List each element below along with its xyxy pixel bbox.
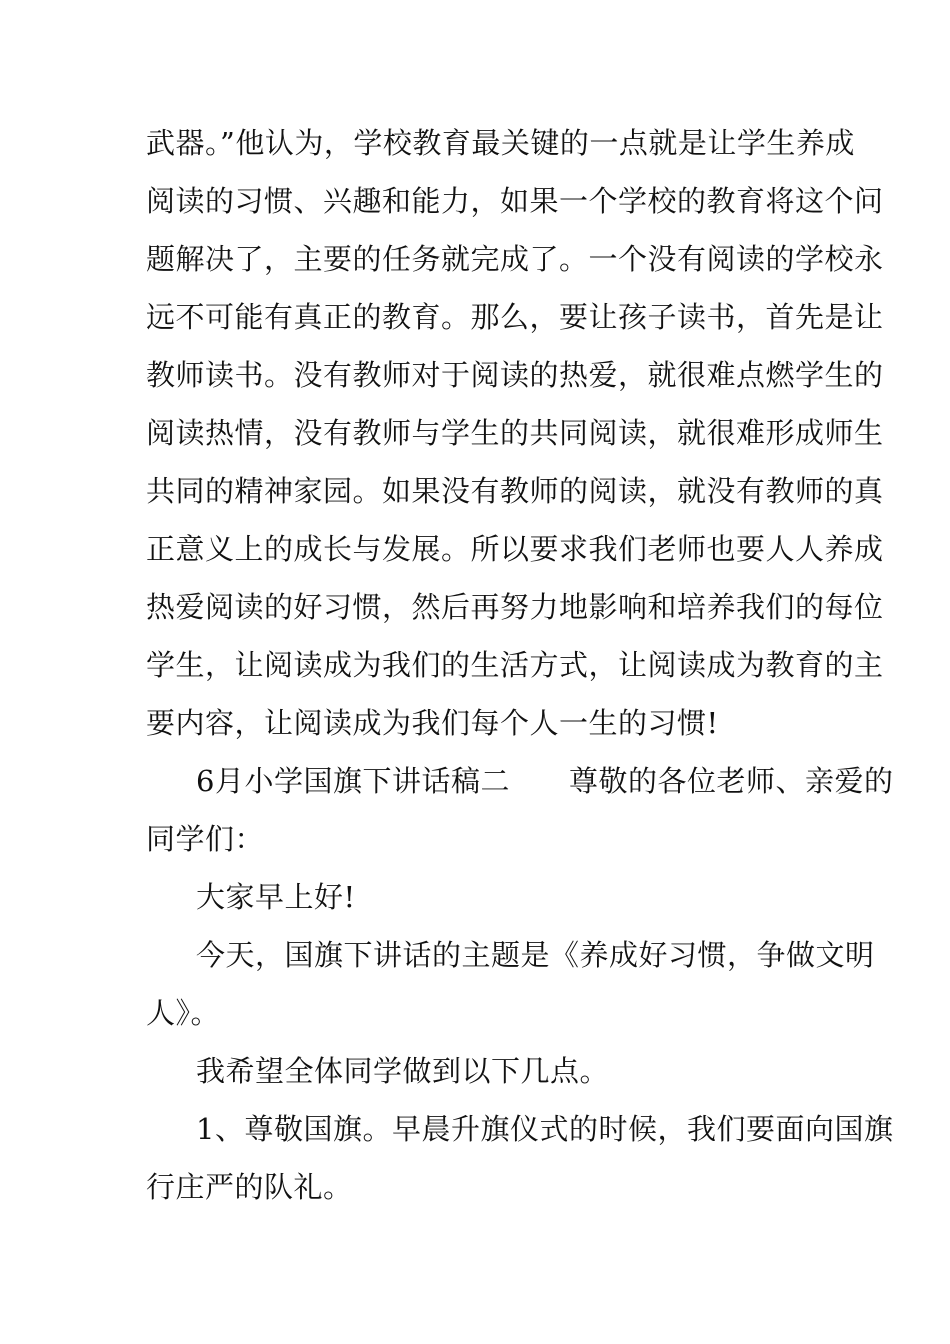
body-text-line: 教师读书。没有教师对于阅读的热爱，就很难点燃学生的	[146, 358, 884, 392]
body-text-line: 阅读的习惯、兴趣和能力，如果一个学校的教育将这个问	[146, 184, 884, 218]
list-item-line: 行庄严的队礼。	[146, 1170, 353, 1204]
body-text-line: 人》。	[146, 996, 221, 1030]
body-text-line: 要内容，让阅读成为我们每个人一生的习惯!	[146, 706, 719, 740]
body-text-line: 远不可能有真正的教育。那么，要让孩子读书，首先是让	[146, 300, 884, 334]
body-text-line: 题解决了，主要的任务就完成了。一个没有阅读的学校永	[146, 242, 884, 276]
body-text-line: 共同的精神家园。如果没有教师的阅读，就没有教师的真	[146, 474, 884, 508]
greeting-line: 大家早上好!	[196, 880, 356, 914]
body-text-line: 今天，国旗下讲话的主题是《养成好习惯，争做文明	[196, 938, 875, 972]
body-text-line: 正意义上的成长与发展。所以要求我们老师也要人人养成	[146, 532, 884, 566]
section-heading-line: 6月小学国旗下讲话稿二 尊敬的各位老师、亲爱的	[196, 764, 894, 798]
body-text-line: 热爱阅读的好习惯，然后再努力地影响和培养我们的每位	[146, 590, 884, 624]
list-item-line: 1、尊敬国旗。早晨升旗仪式的时候，我们要面向国旗	[196, 1112, 894, 1146]
body-text-line: 我希望全体同学做到以下几点。	[196, 1054, 610, 1088]
body-text-line: 阅读热情，没有教师与学生的共同阅读，就很难形成师生	[146, 416, 884, 450]
body-text-line: 武器。”他认为，学校教育最关键的一点就是让学生养成	[146, 126, 855, 160]
body-text-line: 同学们：	[146, 822, 265, 856]
body-text-line: 学生，让阅读成为我们的生活方式，让阅读成为教育的主	[146, 648, 884, 682]
